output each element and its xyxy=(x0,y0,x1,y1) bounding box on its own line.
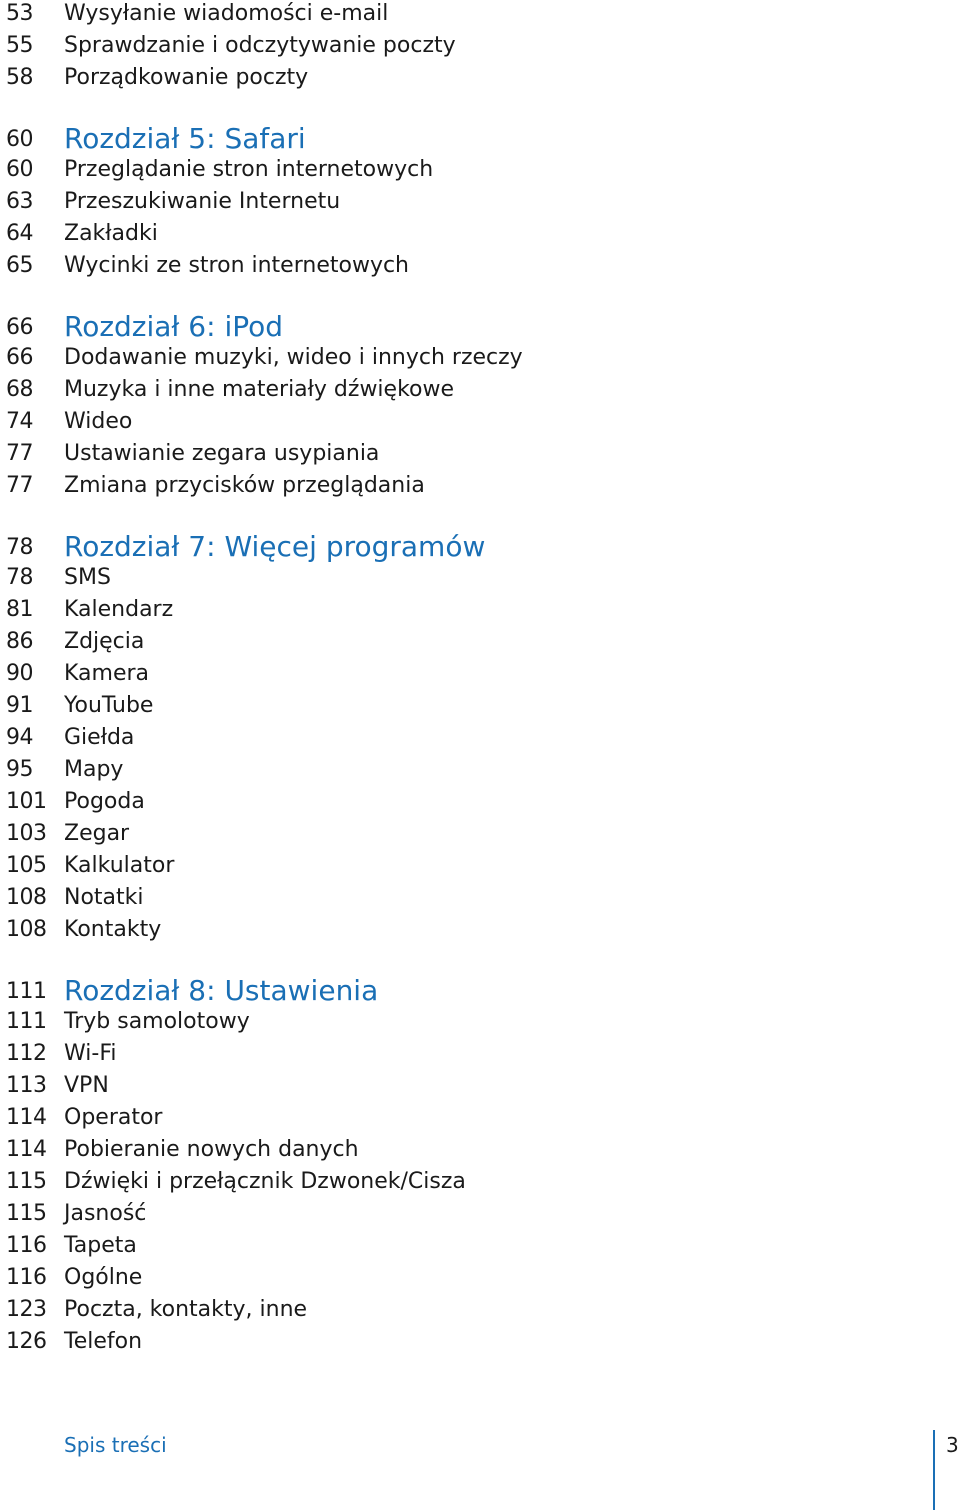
toc-entry-title: Jasność xyxy=(64,1201,147,1226)
toc-page-number: 116 xyxy=(6,1233,47,1258)
toc-page-number: 114 xyxy=(6,1137,47,1162)
toc-entry-title: Telefon xyxy=(64,1329,143,1354)
toc-entry-row[interactable] xyxy=(0,884,900,916)
toc-entry-row[interactable] xyxy=(0,0,900,32)
toc-entry-title: Zdjęcia xyxy=(64,629,145,654)
toc-entry-row[interactable] xyxy=(0,376,900,408)
toc-entry-row[interactable] xyxy=(0,1328,900,1360)
toc-page-number: 63 xyxy=(6,189,33,214)
toc-entry-row[interactable] xyxy=(0,188,900,220)
toc-chapter-title: Rozdział 7: Więcej programów xyxy=(64,530,486,563)
toc-page-number: 74 xyxy=(6,409,33,434)
toc-entry-row[interactable] xyxy=(0,252,900,284)
toc-page-number: 115 xyxy=(6,1201,47,1226)
toc-page-number: 60 xyxy=(6,157,33,182)
toc-entry-title: Pobieranie nowych danych xyxy=(64,1137,359,1162)
toc-entry-title: YouTube xyxy=(64,693,154,718)
toc-entry-title: Wi-Fi xyxy=(64,1041,117,1066)
toc-entry-title: Mapy xyxy=(64,757,124,782)
toc-page-number: 95 xyxy=(6,757,33,782)
toc-entry-title: Wysyłanie wiadomości e-mail xyxy=(64,1,389,26)
toc-entry-title: Wycinki ze stron internetowych xyxy=(64,253,409,278)
toc-entry-row[interactable] xyxy=(0,1296,900,1328)
toc-chapter-row[interactable] xyxy=(0,310,900,342)
toc-chapter-row[interactable] xyxy=(0,530,900,562)
toc-page-number: 60 xyxy=(6,127,33,152)
toc-page-number: 55 xyxy=(6,33,33,58)
toc-entry-title: Przeglądanie stron internetowych xyxy=(64,157,434,182)
toc-entry-title: Kamera xyxy=(64,661,150,686)
toc-entry-row[interactable] xyxy=(0,628,900,660)
toc-chapter-row[interactable] xyxy=(0,974,900,1006)
toc-entry-title: Giełda xyxy=(64,725,135,750)
toc-entry-title: Muzyka i inne materiały dźwiękowe xyxy=(64,377,455,402)
toc-chapter-row[interactable] xyxy=(0,122,900,154)
toc-page-number: 77 xyxy=(6,473,33,498)
toc-entry-title: Dodawanie muzyki, wideo i innych rzeczy xyxy=(64,345,523,370)
toc-entry-title: Kontakty xyxy=(64,917,162,942)
toc-entry-title: Zakładki xyxy=(64,221,158,246)
toc-entry-title: Ustawianie zegara usypiania xyxy=(64,441,380,466)
toc-page-number: 111 xyxy=(6,979,47,1004)
toc-page-number: 114 xyxy=(6,1105,47,1130)
toc-page-number: 112 xyxy=(6,1041,47,1066)
toc-entry-row[interactable] xyxy=(0,64,900,96)
toc-page-number: 53 xyxy=(6,1,33,26)
toc-entry-title: Sprawdzanie i odczytywanie poczty xyxy=(64,33,456,58)
toc-page-number: 81 xyxy=(6,597,33,622)
toc-entry-title: Notatki xyxy=(64,885,144,910)
footer-divider xyxy=(933,1430,935,1510)
toc-entry-row[interactable] xyxy=(0,1136,900,1168)
toc-page-number: 108 xyxy=(6,917,47,942)
toc-entry-row[interactable] xyxy=(0,408,900,440)
toc-entry-row[interactable] xyxy=(0,344,900,376)
toc-entry-title: Poczta, kontakty, inne xyxy=(64,1297,308,1322)
toc-page-number: 78 xyxy=(6,535,33,560)
footer-section-label: Spis treści xyxy=(64,1433,167,1457)
toc-chapter-title: Rozdział 8: Ustawienia xyxy=(64,974,379,1007)
toc-page-number: 90 xyxy=(6,661,33,686)
toc-entry-row[interactable] xyxy=(0,1072,900,1104)
toc-page-number: 94 xyxy=(6,725,33,750)
toc-entry-title: SMS xyxy=(64,565,111,590)
toc-entry-row[interactable] xyxy=(0,472,900,504)
toc-page-number: 113 xyxy=(6,1073,47,1098)
toc-entry-row[interactable] xyxy=(0,1264,900,1296)
toc-entry-title: Pogoda xyxy=(64,789,145,814)
toc-entry-title: Porządkowanie poczty xyxy=(64,65,309,90)
toc-entry-title: Operator xyxy=(64,1105,163,1130)
toc-entry-title: Zmiana przycisków przeglądania xyxy=(64,473,425,498)
toc-entry-row[interactable] xyxy=(0,852,900,884)
toc-entry-title: Przeszukiwanie Internetu xyxy=(64,189,341,214)
toc-page-number: 116 xyxy=(6,1265,47,1290)
toc-entry-title: Tryb samolotowy xyxy=(64,1009,250,1034)
toc-page-number: 91 xyxy=(6,693,33,718)
toc-page-number: 103 xyxy=(6,821,47,846)
toc-page-number: 77 xyxy=(6,441,33,466)
toc-entry-row[interactable] xyxy=(0,596,900,628)
toc-page-number: 66 xyxy=(6,315,33,340)
toc-page-number: 78 xyxy=(6,565,33,590)
toc-entry-title: Tapeta xyxy=(64,1233,137,1258)
toc-entry-title: Kalendarz xyxy=(64,597,174,622)
toc-entry-row[interactable] xyxy=(0,724,900,756)
toc-page-number: 108 xyxy=(6,885,47,910)
toc-page-number: 64 xyxy=(6,221,33,246)
toc-page-number: 115 xyxy=(6,1169,47,1194)
toc-page-number: 58 xyxy=(6,65,33,90)
toc-page-number: 111 xyxy=(6,1009,47,1034)
toc-page-number: 86 xyxy=(6,629,33,654)
toc-entry-row[interactable] xyxy=(0,156,900,188)
toc-page-number: 105 xyxy=(6,853,47,878)
toc-entry-row[interactable] xyxy=(0,220,900,252)
toc-page-number: 101 xyxy=(6,789,47,814)
toc-entry-row[interactable] xyxy=(0,756,900,788)
toc-entry-title: Zegar xyxy=(64,821,130,846)
toc-entry-row[interactable] xyxy=(0,1232,900,1264)
toc-entry-row[interactable] xyxy=(0,660,900,692)
toc-page-number: 126 xyxy=(6,1329,47,1354)
toc-entry-row[interactable] xyxy=(0,916,900,948)
toc-entry-row[interactable] xyxy=(0,1168,900,1200)
toc-entry-row[interactable] xyxy=(0,692,900,724)
toc-entry-row[interactable] xyxy=(0,1200,900,1232)
toc-entry-row[interactable] xyxy=(0,820,900,852)
toc-entry-row[interactable] xyxy=(0,788,900,820)
toc-entry-row[interactable] xyxy=(0,1040,900,1072)
toc-entry-row[interactable] xyxy=(0,564,900,596)
toc-entry-row[interactable] xyxy=(0,1104,900,1136)
toc-page-number: 123 xyxy=(6,1297,47,1322)
toc-entry-title: Ogólne xyxy=(64,1265,143,1290)
toc-entry-row[interactable] xyxy=(0,440,900,472)
toc-page-number: 65 xyxy=(6,253,33,278)
toc-entry-title: Dźwięki i przełącznik Dzwonek/Cisza xyxy=(64,1169,466,1194)
toc-entry-row[interactable] xyxy=(0,1008,900,1040)
toc-chapter-title: Rozdział 5: Safari xyxy=(64,122,306,155)
toc-entry-title: Kalkulator xyxy=(64,853,175,878)
toc-page-number: 68 xyxy=(6,377,33,402)
toc-entry-title: VPN xyxy=(64,1073,109,1098)
toc-page-number: 66 xyxy=(6,345,33,370)
toc-chapter-title: Rozdział 6: iPod xyxy=(64,310,284,343)
toc-entry-row[interactable] xyxy=(0,32,900,64)
toc-entry-title: Wideo xyxy=(64,409,133,434)
footer-page-number: 3 xyxy=(946,1433,959,1457)
